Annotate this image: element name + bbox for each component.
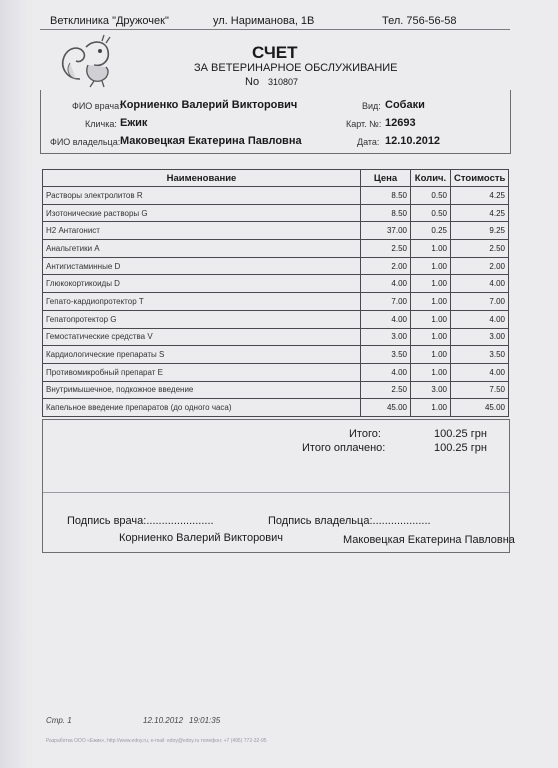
species-value: Собаки bbox=[385, 99, 425, 111]
clinic-logo-icon bbox=[50, 33, 122, 89]
date-label: Дата: bbox=[357, 137, 380, 147]
item-name: Антигистаминные D bbox=[43, 257, 361, 275]
pet-name: Ежик bbox=[120, 117, 148, 129]
item-cost: 2.00 bbox=[451, 257, 509, 275]
table-row bbox=[43, 363, 509, 381]
item-price: 8.50 bbox=[361, 204, 411, 222]
paper-fold-shadow bbox=[0, 0, 40, 768]
item-name: Изотонические растворы G bbox=[43, 204, 361, 222]
item-name: Гепатопротектор G bbox=[43, 310, 361, 328]
table-row bbox=[43, 204, 509, 222]
item-qty: 1.00 bbox=[411, 257, 451, 275]
item-price: 2.00 bbox=[361, 257, 411, 275]
item-name: Гепато-кардиопротектор Т bbox=[43, 293, 361, 311]
col-header-cost: Стоимость bbox=[451, 170, 509, 187]
item-price: 3.50 bbox=[361, 346, 411, 364]
item-cost: 2.50 bbox=[451, 240, 509, 258]
item-price: 7.00 bbox=[361, 293, 411, 311]
owner-label: ФИО владельца: bbox=[50, 137, 121, 147]
item-cost: 7.50 bbox=[451, 381, 509, 399]
total-label: Итого: bbox=[349, 428, 381, 440]
table-row bbox=[43, 310, 509, 328]
table-header-row bbox=[43, 170, 509, 187]
item-qty: 0.50 bbox=[411, 204, 451, 222]
table-row bbox=[43, 240, 509, 258]
col-header-price: Цена bbox=[361, 170, 411, 187]
item-name: Внутримышечное, подкожное введение bbox=[43, 381, 361, 399]
item-name: Кардиологические препараты S bbox=[43, 346, 361, 364]
item-cost: 4.00 bbox=[451, 310, 509, 328]
table-row bbox=[43, 328, 509, 346]
item-qty: 1.00 bbox=[411, 363, 451, 381]
item-qty: 1.00 bbox=[411, 346, 451, 364]
paid-value: 100.25 грн bbox=[434, 442, 487, 454]
item-price: 8.50 bbox=[361, 187, 411, 205]
clinic-name: Ветклиника "Дружочек" bbox=[50, 15, 169, 27]
item-qty: 0.25 bbox=[411, 222, 451, 240]
item-price: 45.00 bbox=[361, 399, 411, 417]
item-cost: 4.00 bbox=[451, 275, 509, 293]
item-cost: 4.25 bbox=[451, 204, 509, 222]
col-header-name: Наименование bbox=[43, 170, 361, 187]
item-price: 37.00 bbox=[361, 222, 411, 240]
item-name: Анальгетики А bbox=[43, 240, 361, 258]
items-table bbox=[42, 169, 509, 417]
item-name: Гемостатические средства V bbox=[43, 328, 361, 346]
item-price: 4.00 bbox=[361, 275, 411, 293]
item-name: Н2 Антагонист bbox=[43, 222, 361, 240]
item-qty: 1.00 bbox=[411, 240, 451, 258]
clinic-phone: Тел. 756-56-58 bbox=[382, 15, 457, 27]
table-row bbox=[43, 399, 509, 417]
totals-separator bbox=[43, 492, 509, 493]
item-qty: 1.00 bbox=[411, 293, 451, 311]
footer-software: Разработка ООО «Ежик», http://www.edoy.ru, e-mail: edoy@edoy.ru телефон: +7 (495) 772-32-95 bbox=[46, 738, 267, 744]
header-rule bbox=[40, 29, 510, 30]
item-qty: 0.50 bbox=[411, 187, 451, 205]
item-name: Глюкокортикоиды D bbox=[43, 275, 361, 293]
owner-name: Маковецкая Екатерина Павловна bbox=[120, 135, 302, 147]
card-label: Карт. №: bbox=[346, 119, 382, 129]
item-cost: 3.00 bbox=[451, 328, 509, 346]
item-cost: 3.50 bbox=[451, 346, 509, 364]
footer-page: Стр. 1 bbox=[46, 716, 72, 725]
invoice-number: 310807 bbox=[268, 77, 299, 87]
card-number: 12693 bbox=[385, 117, 416, 129]
item-name: Капельное введение препаратов (до одного часа) bbox=[43, 399, 361, 417]
item-qty: 1.00 bbox=[411, 310, 451, 328]
doctor-signature-name: Корниенко Валерий Викторович bbox=[119, 532, 284, 544]
pet-label: Кличка: bbox=[85, 119, 117, 129]
doctor-signature-label: Подпись врача:...................... bbox=[67, 515, 214, 527]
item-price: 4.00 bbox=[361, 363, 411, 381]
invoice-date: 12.10.2012 bbox=[385, 135, 441, 147]
item-qty: 1.00 bbox=[411, 399, 451, 417]
invoice-number-label: No bbox=[245, 76, 260, 88]
table-row bbox=[43, 293, 509, 311]
item-cost: 45.00 bbox=[451, 399, 509, 417]
document-subtitle: ЗА ВЕТЕРИНАРНОЕ ОБСЛУЖИВАНИЕ bbox=[194, 62, 398, 74]
item-name: Противомикробный препарат Е bbox=[43, 363, 361, 381]
table-row bbox=[43, 187, 509, 205]
item-cost: 7.00 bbox=[451, 293, 509, 311]
footer-time: 19:01:35 bbox=[189, 716, 221, 725]
item-name: Растворы электролитов R bbox=[43, 187, 361, 205]
item-qty: 1.00 bbox=[411, 275, 451, 293]
item-qty: 1.00 bbox=[411, 328, 451, 346]
doctor-label: ФИО врача: bbox=[72, 101, 122, 111]
item-price: 3.00 bbox=[361, 328, 411, 346]
doctor-name: Корниенко Валерий Викторович bbox=[120, 99, 298, 111]
item-cost: 4.25 bbox=[451, 187, 509, 205]
clinic-address: ул. Нариманова, 1В bbox=[213, 15, 315, 27]
col-header-qty: Колич. bbox=[411, 170, 451, 187]
paid-label: Итого оплачено: bbox=[302, 442, 386, 454]
table-row bbox=[43, 346, 509, 364]
owner-signature-name: Маковецкая Екатерина Павловна bbox=[343, 534, 515, 546]
table-row bbox=[43, 257, 509, 275]
table-row bbox=[43, 222, 509, 240]
item-price: 4.00 bbox=[361, 310, 411, 328]
item-price: 2.50 bbox=[361, 240, 411, 258]
table-row bbox=[43, 381, 509, 399]
document-title: СЧЕТ bbox=[252, 43, 298, 62]
owner-signature-label: Подпись владельца:................... bbox=[268, 515, 431, 527]
item-qty: 3.00 bbox=[411, 381, 451, 399]
item-cost: 9.25 bbox=[451, 222, 509, 240]
total-value: 100.25 грн bbox=[434, 428, 487, 440]
item-cost: 4.00 bbox=[451, 363, 509, 381]
table-row bbox=[43, 275, 509, 293]
footer-date: 12.10.2012 bbox=[143, 716, 184, 725]
item-price: 2.50 bbox=[361, 381, 411, 399]
species-label: Вид: bbox=[362, 101, 381, 111]
